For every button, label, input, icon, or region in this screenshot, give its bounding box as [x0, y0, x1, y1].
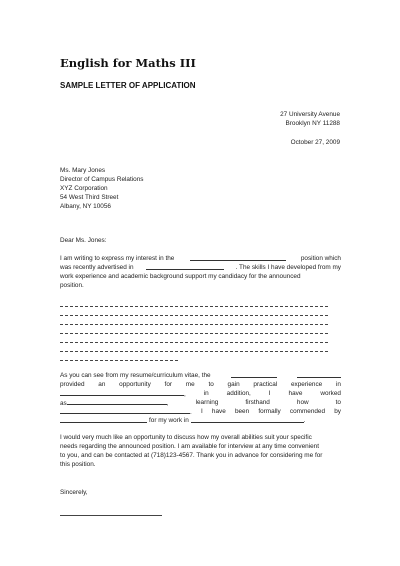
fill-in-blank — [297, 371, 341, 378]
text-span: . — [303, 417, 306, 424]
paragraph-line — [60, 451, 341, 460]
paragraph-line — [60, 442, 341, 451]
paragraph-line — [60, 254, 341, 263]
text-span: addition, — [226, 390, 251, 397]
text-span: opportunity — [119, 381, 151, 388]
text-span: provided — [60, 381, 85, 388]
text-span: formally — [258, 408, 281, 415]
text-span: worked — [320, 390, 341, 397]
recipient-city: Albany, NY 10056 — [60, 203, 111, 210]
text-span: in — [203, 390, 209, 397]
text-span: was recently advertised in — [60, 264, 134, 271]
text-span: for — [164, 381, 173, 388]
text-span: . The skills I have developed from my — [235, 264, 341, 271]
fill-in-blank — [60, 407, 190, 414]
text-span: needs regarding the announced position. I am available for interview at any time convenient — [60, 443, 319, 450]
fill-in-blank — [67, 398, 167, 405]
paragraph-line — [60, 371, 341, 380]
blank-group — [60, 407, 192, 416]
text-span: position. — [60, 282, 84, 289]
text-span: I would very much like an opportunity to discuss how my overall abilities suit your specific — [60, 434, 312, 441]
letter-date: October 27, 2009 — [290, 139, 340, 146]
recipient-name: Ms. Mary Jones — [60, 167, 106, 174]
salutation: Dear Ms. Jones: — [60, 237, 107, 244]
paragraph-2 — [60, 371, 341, 425]
fill-in-blank — [231, 371, 277, 378]
fill-in-blank — [191, 416, 304, 423]
text-span: I — [200, 408, 203, 415]
text-span: how — [296, 399, 309, 406]
text-span: me — [185, 381, 195, 388]
text-span: this position. — [60, 461, 96, 468]
paragraph-line — [60, 281, 341, 290]
answer-line — [60, 360, 178, 361]
text-span: been — [234, 408, 250, 415]
text-span: learning — [195, 399, 219, 406]
text-span: I — [268, 390, 271, 397]
text-span: in — [336, 381, 341, 388]
answer-line — [60, 315, 328, 316]
text-span: position which — [300, 255, 341, 262]
text-span: to you, and can be contacted at (718)123-4567. Thank you in advance for considering me for — [60, 452, 323, 459]
paragraph-line — [60, 263, 341, 272]
text-span: I am writing to express my interest in the — [60, 255, 175, 262]
text-span: to — [208, 381, 214, 388]
paragraph-1 — [60, 254, 341, 290]
blank-group — [60, 389, 186, 398]
text-span: work experience and academic background support my candidacy for the announced — [60, 273, 301, 280]
text-span: As you can see from my resume/curriculum vitae, the — [60, 372, 211, 379]
answer-line — [60, 342, 328, 343]
text-span: to — [335, 399, 341, 406]
recipient-title: Director of Campus Relations — [60, 176, 144, 183]
recipient-street: 54 West Third Street — [60, 194, 119, 201]
answer-line — [60, 351, 328, 352]
text-span: experience — [290, 381, 323, 388]
text-span: , — [184, 391, 186, 398]
paragraph-line — [60, 407, 341, 416]
text-span: as — [60, 400, 67, 407]
letter-heading: SAMPLE LETTER OF APPLICATION — [60, 81, 196, 90]
text-span: gain — [227, 381, 240, 388]
text-span: practical — [253, 381, 278, 388]
answer-line — [60, 333, 328, 334]
fill-in-blank — [60, 389, 184, 396]
paragraph-line — [60, 389, 341, 398]
fill-in-blank — [60, 416, 147, 423]
text-span: , — [166, 400, 169, 407]
answer-line — [60, 324, 328, 325]
signature-line — [60, 515, 162, 516]
text-span: have — [211, 408, 226, 415]
closing: Sincerely, — [60, 489, 88, 496]
text-span: commended — [289, 408, 326, 415]
fill-in-blank — [146, 263, 224, 270]
text-span: for my work in — [149, 417, 189, 424]
text-span: by — [334, 408, 341, 415]
paragraph-line — [60, 433, 341, 442]
fill-in-blank — [190, 254, 286, 261]
paragraph-line — [60, 398, 341, 407]
page-title: English for Maths III — [60, 56, 196, 70]
paragraph-line — [60, 416, 341, 425]
answer-line — [60, 306, 328, 307]
paragraph-line — [60, 380, 341, 389]
sender-city: Brooklyn NY 11288 — [285, 120, 340, 127]
text-span: an — [98, 381, 106, 388]
text-span: firsthand — [245, 399, 270, 406]
blank-group — [60, 398, 169, 407]
paragraph-line — [60, 460, 341, 469]
recipient-company: XYZ Corporation — [60, 185, 108, 192]
text-span: . — [190, 409, 192, 416]
paragraph-3 — [60, 433, 341, 469]
text-span: have — [288, 390, 303, 397]
paragraph-line — [60, 272, 341, 281]
sender-street: 27 University Avenue — [280, 111, 340, 118]
